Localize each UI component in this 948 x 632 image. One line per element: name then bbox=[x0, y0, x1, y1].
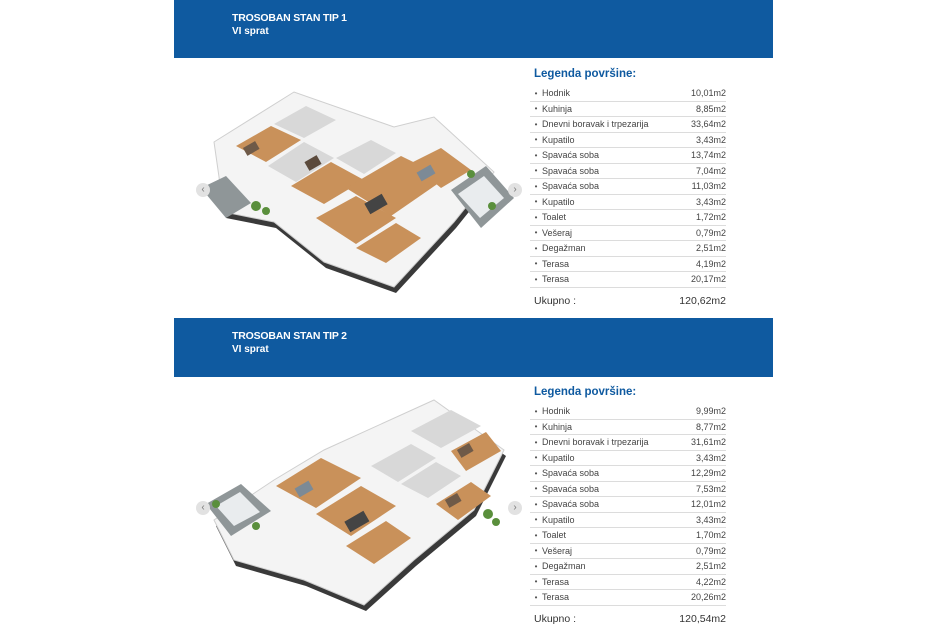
total-value: 120,54m2 bbox=[679, 612, 726, 625]
room-name: Terasa bbox=[542, 576, 570, 587]
room-area: 0,79m2 bbox=[695, 227, 726, 238]
room-area: 10,01m2 bbox=[690, 88, 726, 99]
area-legend bbox=[530, 68, 726, 307]
carousel-prev-button[interactable] bbox=[196, 501, 210, 515]
total-label: Ukupno : bbox=[534, 612, 577, 625]
room-area: 9,99m2 bbox=[695, 406, 726, 417]
total-label: Ukupno : bbox=[534, 294, 577, 307]
room-area: 7,04m2 bbox=[695, 165, 726, 176]
room-name: Kupatilo bbox=[542, 196, 575, 207]
room-row: • Terasa 20,17m2 bbox=[530, 272, 726, 288]
room-name: Degažman bbox=[542, 561, 586, 572]
room-row: • Spavaća soba 12,29m2 bbox=[530, 466, 726, 482]
apartment-title: TROSOBAN STAN TIP 2 bbox=[232, 330, 347, 342]
room-row: • Terasa 20,26m2 bbox=[530, 590, 726, 606]
carousel-prev-button[interactable] bbox=[196, 183, 210, 197]
room-area: 4,22m2 bbox=[695, 576, 726, 587]
room-name: Vešeraj bbox=[542, 545, 573, 556]
room-row: • Hodnik 10,01m2 bbox=[530, 86, 726, 102]
area-legend bbox=[530, 386, 726, 625]
room-row: • Dnevni boravak i trpezarija 33,64m2 bbox=[530, 117, 726, 133]
chevron-right-icon: › bbox=[513, 502, 517, 513]
total-row bbox=[530, 613, 726, 625]
room-name: Spavaća soba bbox=[542, 483, 600, 494]
room-row: • Spavaća soba 7,53m2 bbox=[530, 482, 726, 498]
room-row: • Spavaća soba 13,74m2 bbox=[530, 148, 726, 164]
room-area: 11,03m2 bbox=[691, 181, 726, 192]
room-name: Toalet bbox=[542, 212, 567, 223]
chevron-left-icon: ‹ bbox=[201, 184, 205, 195]
room-name: Terasa bbox=[542, 258, 570, 269]
room-area: 8,85m2 bbox=[695, 103, 726, 114]
room-name: Dnevni boravak i trpezarija bbox=[542, 437, 649, 448]
room-area: 1,70m2 bbox=[695, 530, 726, 541]
room-row: • Vešeraj 0,79m2 bbox=[530, 226, 726, 242]
apartment-section-2 bbox=[174, 318, 773, 625]
room-row: • Hodnik 9,99m2 bbox=[530, 404, 726, 420]
room-area: 3,43m2 bbox=[695, 452, 726, 463]
legend-title: Legenda površine: bbox=[534, 68, 637, 80]
chevron-left-icon: ‹ bbox=[201, 502, 205, 513]
room-row: • Vešeraj 0,79m2 bbox=[530, 544, 726, 560]
apartment-banner bbox=[174, 318, 773, 377]
room-area: 31,61m2 bbox=[690, 437, 726, 448]
apartment-title: TROSOBAN STAN TIP 1 bbox=[232, 12, 347, 24]
room-area: 13,74m2 bbox=[690, 150, 726, 161]
room-row: • Kuhinja 8,77m2 bbox=[530, 420, 726, 436]
room-area: 3,43m2 bbox=[695, 514, 726, 525]
chevron-right-icon: › bbox=[513, 184, 517, 195]
room-row: • Terasa 4,19m2 bbox=[530, 257, 726, 273]
room-name: Kuhinja bbox=[542, 103, 573, 114]
room-area: 33,64m2 bbox=[690, 119, 726, 130]
room-row: • Spavaća soba 11,03m2 bbox=[530, 179, 726, 195]
room-row: • Spavaća soba 7,04m2 bbox=[530, 164, 726, 180]
room-row: • Toalet 1,70m2 bbox=[530, 528, 726, 544]
room-row: • Kuhinja 8,85m2 bbox=[530, 102, 726, 118]
room-name: Dnevni boravak i trpezarija bbox=[542, 119, 649, 130]
room-area: 3,43m2 bbox=[695, 134, 726, 145]
carousel-next-button[interactable] bbox=[508, 501, 522, 515]
total-row bbox=[530, 295, 726, 307]
floor-plan-image bbox=[196, 78, 534, 300]
legend-title: Legenda površine: bbox=[534, 386, 637, 398]
room-area: 1,72m2 bbox=[695, 212, 726, 223]
apartment-banner bbox=[174, 0, 773, 58]
room-name: Hodnik bbox=[542, 406, 571, 417]
room-row: • Terasa 4,22m2 bbox=[530, 575, 726, 591]
room-name: Vešeraj bbox=[542, 227, 573, 238]
room-row: • Kupatilo 3,43m2 bbox=[530, 451, 726, 467]
room-name: Kupatilo bbox=[542, 134, 575, 145]
room-name: Spavaća soba bbox=[542, 499, 600, 510]
room-row: • Kupatilo 3,43m2 bbox=[530, 513, 726, 529]
room-area: 2,51m2 bbox=[695, 243, 726, 254]
total-value: 120,62m2 bbox=[679, 294, 726, 307]
room-area: 3,43m2 bbox=[695, 196, 726, 207]
room-name: Terasa bbox=[542, 592, 570, 603]
room-name: Terasa bbox=[542, 274, 570, 285]
room-row: • Kupatilo 3,43m2 bbox=[530, 133, 726, 149]
room-area: 2,51m2 bbox=[695, 561, 726, 572]
room-name: Spavaća soba bbox=[542, 150, 600, 161]
room-area: 0,79m2 bbox=[695, 545, 726, 556]
carousel-next-button[interactable] bbox=[508, 183, 522, 197]
room-name: Kuhinja bbox=[542, 421, 573, 432]
room-area: 20,17m2 bbox=[690, 274, 726, 285]
room-area: 7,53m2 bbox=[695, 483, 726, 494]
room-row: • Toalet 1,72m2 bbox=[530, 210, 726, 226]
room-area: 20,26m2 bbox=[690, 592, 726, 603]
room-row: • Kupatilo 3,43m2 bbox=[530, 195, 726, 211]
room-row: • Degažman 2,51m2 bbox=[530, 559, 726, 575]
floor-plan-image bbox=[196, 396, 534, 618]
apartment-section-1 bbox=[174, 0, 773, 307]
apartment-floor: VI sprat bbox=[232, 344, 269, 355]
room-list bbox=[530, 86, 726, 288]
room-row: • Spavaća soba 12,01m2 bbox=[530, 497, 726, 513]
room-area: 8,77m2 bbox=[695, 421, 726, 432]
apartment-floor: VI sprat bbox=[232, 26, 269, 37]
room-row: • Degažman 2,51m2 bbox=[530, 241, 726, 257]
room-area: 12,01m2 bbox=[690, 499, 726, 510]
room-name: Spavaća soba bbox=[542, 181, 600, 192]
room-area: 12,29m2 bbox=[690, 468, 726, 479]
room-name: Kupatilo bbox=[542, 452, 575, 463]
room-name: Kupatilo bbox=[542, 514, 575, 525]
room-name: Spavaća soba bbox=[542, 165, 600, 176]
room-name: Toalet bbox=[542, 530, 567, 541]
room-area: 4,19m2 bbox=[695, 258, 726, 269]
room-row: • Dnevni boravak i trpezarija 31,61m2 bbox=[530, 435, 726, 451]
room-name: Hodnik bbox=[542, 88, 571, 99]
room-name: Degažman bbox=[542, 243, 586, 254]
room-name: Spavaća soba bbox=[542, 468, 600, 479]
room-list bbox=[530, 404, 726, 606]
